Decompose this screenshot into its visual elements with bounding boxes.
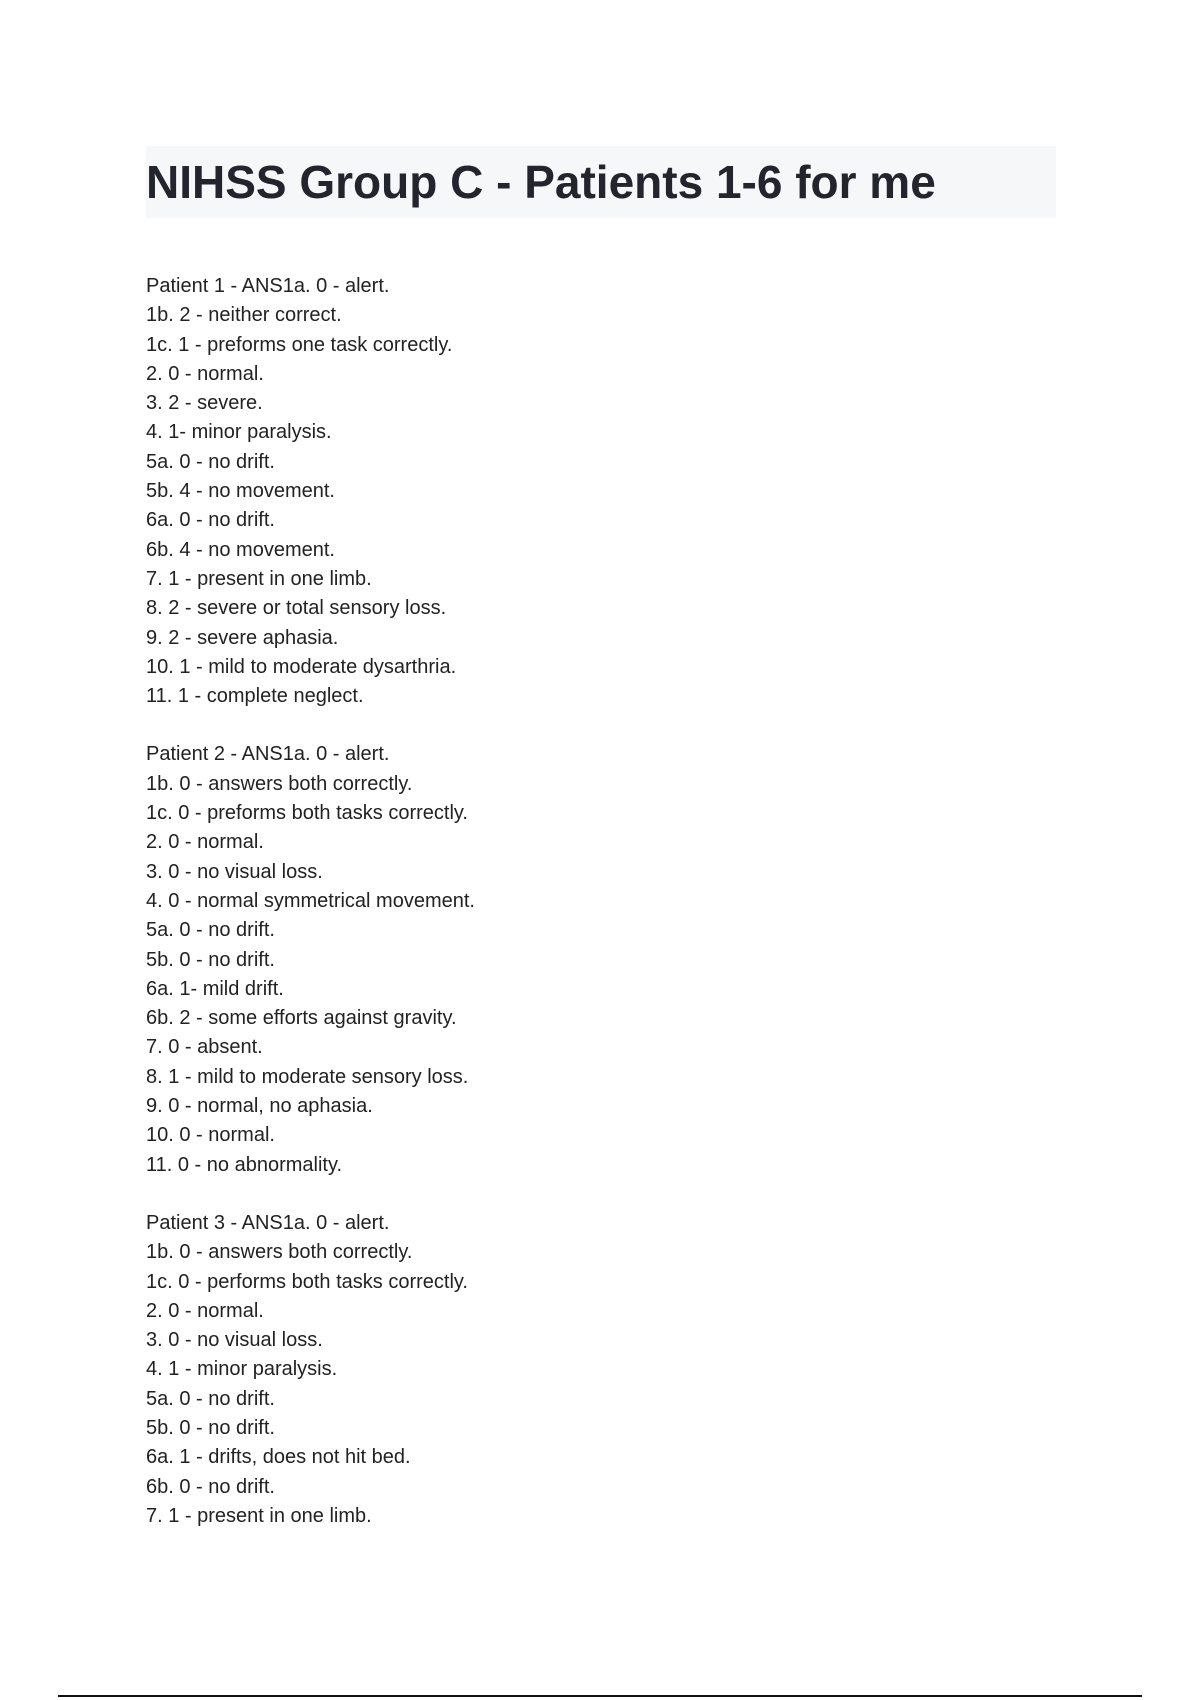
score-line: 3. 0 - no visual loss. (146, 1329, 323, 1352)
score-line: 4. 1 - minor paralysis. (146, 1358, 338, 1381)
score-line: 3. 0 - no visual loss. (146, 860, 323, 883)
page-title: NIHSS Group C - Patients 1-6 for me (146, 156, 936, 208)
score-line: 5b. 4 - no movement. (146, 480, 335, 503)
score-line: 6a. 1- mild drift. (146, 977, 284, 1000)
score-line: 6a. 1 - drifts, does not hit bed. (146, 1446, 411, 1469)
score-line: 11. 0 - no abnormality. (146, 1153, 343, 1176)
score-line: 10. 0 - normal. (146, 1124, 275, 1147)
page-divider (58, 1695, 1142, 1697)
score-line: 7. 0 - absent. (146, 1036, 263, 1059)
score-line: 1c. 0 - performs both tasks correctly. (146, 1270, 468, 1293)
score-line: 2. 0 - normal. (146, 362, 264, 385)
score-line: 4. 0 - normal symmetrical movement. (146, 889, 475, 912)
score-line: 1b. 0 - answers both correctly. (146, 1241, 413, 1264)
score-line: 5b. 0 - no drift. (146, 1416, 275, 1439)
patient-1-section (146, 272, 1046, 711)
score-line: 8. 2 - severe or total sensory loss. (146, 597, 447, 620)
title-banner (146, 146, 1056, 218)
score-line: 7. 1 - present in one limb. (146, 1504, 372, 1527)
score-line: 1b. 2 - neither correct. (146, 304, 342, 327)
patient-heading: Patient 3 - ANS1a. 0 - alert. (146, 1211, 390, 1234)
score-line: 3. 2 - severe. (146, 392, 263, 415)
score-line: 11. 1 - complete neglect. (146, 685, 364, 708)
score-line: 5a. 0 - no drift. (146, 919, 275, 942)
patient-heading: Patient 1 - ANS1a. 0 - alert. (146, 275, 390, 297)
score-line: 1b. 0 - answers both correctly. (146, 772, 413, 795)
score-line: 5b. 0 - no drift. (146, 948, 275, 971)
patient-3-section (146, 1209, 1046, 1531)
score-line: 7. 1 - present in one limb. (146, 567, 372, 590)
score-line: 2. 0 - normal. (146, 1299, 264, 1322)
score-line: 1c. 0 - preforms both tasks correctly. (146, 802, 468, 825)
score-line: 6b. 4 - no movement. (146, 538, 335, 561)
score-line: 8. 1 - mild to moderate sensory loss. (146, 1065, 469, 1088)
patient-2-section (146, 740, 1046, 1179)
document-body (146, 272, 1046, 1560)
score-line: 1c. 1 - preforms one task correctly. (146, 333, 453, 356)
score-line: 4. 1- minor paralysis. (146, 421, 332, 444)
score-line: 2. 0 - normal. (146, 831, 264, 854)
score-line: 5a. 0 - no drift. (146, 450, 275, 473)
score-line: 10. 1 - mild to moderate dysarthria. (146, 655, 457, 678)
score-line: 9. 2 - severe aphasia. (146, 626, 339, 649)
patient-heading: Patient 2 - ANS1a. 0 - alert. (146, 743, 390, 766)
score-line: 6a. 0 - no drift. (146, 509, 275, 532)
score-line: 5a. 0 - no drift. (146, 1387, 275, 1410)
score-line: 9. 0 - normal, no aphasia. (146, 1095, 373, 1118)
score-line: 6b. 2 - some efforts against gravity. (146, 1007, 457, 1030)
score-line: 6b. 0 - no drift. (146, 1475, 275, 1498)
